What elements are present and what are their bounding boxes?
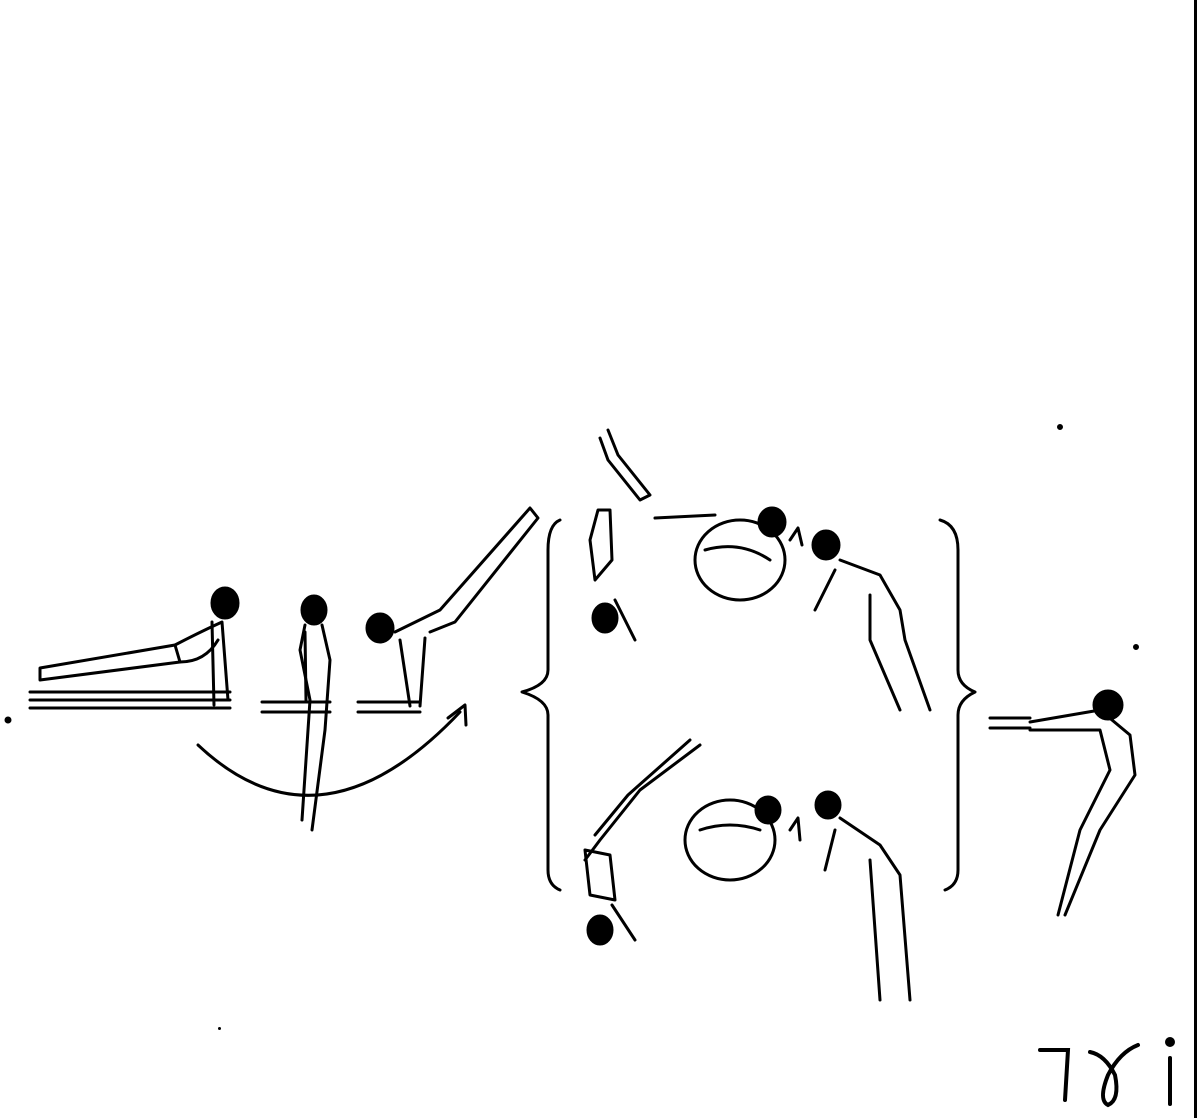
figure-support bbox=[40, 588, 238, 705]
speck bbox=[1059, 426, 1062, 429]
swing-arc bbox=[198, 712, 460, 795]
left-brace bbox=[522, 520, 560, 890]
figure-tuck-lower bbox=[685, 797, 800, 880]
skill-illustration bbox=[0, 400, 1198, 1040]
parallel-bars bbox=[30, 692, 1030, 728]
speck bbox=[1135, 646, 1138, 649]
figure-inverted-lower bbox=[585, 740, 700, 944]
figure-landing-lower bbox=[816, 792, 910, 1000]
figure-tuck-upper bbox=[655, 508, 802, 600]
handwritten-mark bbox=[1030, 1030, 1190, 1115]
speck bbox=[218, 1027, 221, 1030]
figure-swing bbox=[367, 508, 538, 706]
figure-hang-end bbox=[1030, 691, 1135, 915]
figure-inverted-upper bbox=[590, 430, 650, 640]
left-edge-mark bbox=[6, 718, 10, 722]
right-brace bbox=[940, 520, 975, 890]
figure-landing-upper bbox=[813, 531, 930, 710]
